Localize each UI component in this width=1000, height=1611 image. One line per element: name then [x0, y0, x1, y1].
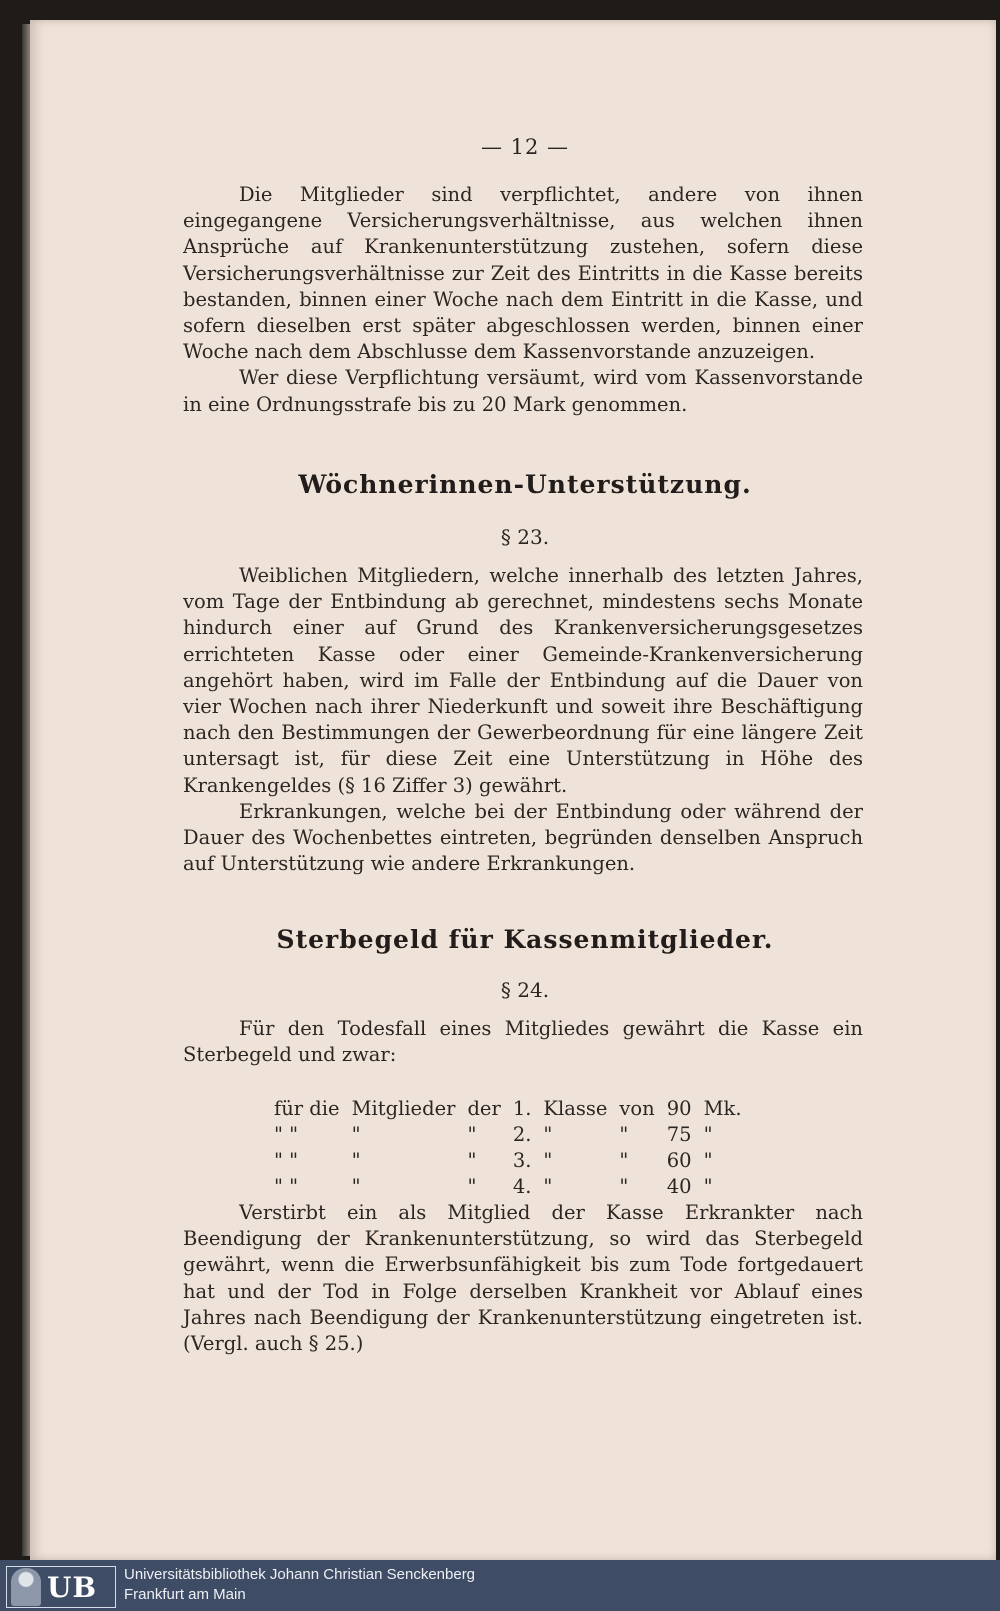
table-cell: "	[543, 1174, 553, 1198]
section-23-text	[183, 563, 863, 877]
table-cell: "	[543, 1148, 553, 1172]
section-24-text	[183, 1200, 863, 1357]
table-cell-amount: 90	[666, 1096, 692, 1120]
table-cell: "	[543, 1122, 553, 1146]
section-24-paragraph-mark: § 24.	[500, 978, 550, 1002]
table-cell: "	[619, 1122, 629, 1146]
table-cell: Klasse	[543, 1096, 608, 1120]
section-22-text	[183, 182, 863, 418]
table-cell: Mk.	[703, 1096, 742, 1120]
table-cell: " "	[274, 1148, 299, 1172]
death-benefit-table	[268, 1095, 748, 1199]
table-cell: " "	[274, 1174, 299, 1198]
section-23-heading: Wöchnerinnen-Unterstützung.	[298, 470, 752, 499]
table-cell: "	[703, 1122, 713, 1146]
table-row	[268, 1173, 748, 1199]
section-24-intro	[183, 1016, 863, 1068]
section-24-intro-text: Für den Todesfall eines Mitgliedes gewährt die Kasse ein Sterbegeld und zwar:	[183, 1017, 863, 1067]
table-cell: "	[351, 1122, 361, 1146]
table-row	[268, 1095, 748, 1121]
table-cell: "	[467, 1174, 477, 1198]
table-cell: der	[467, 1096, 501, 1120]
table-cell: "	[703, 1148, 713, 1172]
section-24-paragraph-2: Verstirbt ein als Mitglied der Kasse Erkrankter nach Beendigung der Krankenunterstützung, so wird das Sterbegeld gewährt, wenn die Erwerbsunfähigkeit bis zum Tode fortgedauert hat und der Tod in Folge derselben Krankheit vor Ablauf eines Jahres nach Beendigung der Krankenunterstützung eingetreten ist. (Vergl. auch § 25.)	[183, 1201, 863, 1356]
table-cell: 1.	[512, 1096, 532, 1120]
table-cell: Mitglieder	[351, 1096, 456, 1120]
library-name: Universitätsbibliothek Johann Christian Senckenberg	[124, 1566, 476, 1583]
logo-text: UB	[47, 1570, 98, 1604]
table-cell: "	[467, 1148, 477, 1172]
section-22-paragraph-2: Wer diese Verpflichtung versäumt, wird vom Kassenvorstande in eine Ordnungsstrafe bis zu 20 Mark genommen.	[183, 366, 863, 416]
ub-logo[interactable]	[6, 1566, 116, 1608]
table-cell: "	[467, 1122, 477, 1146]
table-cell: "	[351, 1174, 361, 1198]
table-cell-amount: 75	[666, 1122, 692, 1146]
table-cell-amount: 60	[666, 1148, 692, 1172]
section-23-paragraph-mark: § 23.	[500, 525, 550, 549]
table-cell-amount: 40	[666, 1174, 692, 1198]
table-row	[268, 1147, 748, 1173]
table-cell: von	[619, 1096, 655, 1120]
library-location: Frankfurt am Main	[124, 1586, 246, 1603]
section-23-paragraph-1: Weiblichen Mitgliedern, welche innerhalb des letzten Jahres, vom Tage der Entbindung ab gerechnet, mindestens sechs Monate hindurch einer auf Grund des Krankenversicherungsgesetzes errichteten Kasse oder einer Gemeinde-Krankenversicherung angehört haben, wird im Falle der Entbindung auf die Dauer von vier Wochen nach ihrer Niederkunft und soweit ihre Beschäftigung nach den Bestimmungen der Gewerbeordnung für eine längere Zeit untersagt ist, für diese Zeit eine Unterstützung in Höhe des Krankengeldes (§ 16 Ziffer 3) gewährt.	[183, 564, 863, 797]
portrait-icon	[11, 1568, 41, 1606]
table-row	[268, 1121, 748, 1147]
library-footer	[0, 1560, 1000, 1611]
table-cell: "	[619, 1148, 629, 1172]
page-number: — 12 —	[480, 135, 570, 159]
table-cell: für die	[274, 1096, 340, 1120]
section-22-paragraph-1: Die Mitglieder sind verpflichtet, andere von ihnen eingegangene Versicherungsverhältnisse, aus welchen ihnen Ansprüche auf Krankenunterstützung zustehen, sofern diese Versicherungsverhältnisse zur Zeit des Eintritts in die Kasse bereits bestanden, binnen einer Woche nach dem Eintritt in die Kasse, und sofern dieselben erst später abgeschlossen werden, binnen einer Woche nach dem Abschlusse dem Kassenvorstande anzuzeigen.	[183, 183, 863, 364]
table-cell: " "	[274, 1122, 299, 1146]
table-cell: 3.	[512, 1148, 532, 1172]
table-cell: "	[619, 1174, 629, 1198]
table-cell: 4.	[512, 1174, 532, 1198]
table-cell: "	[351, 1148, 361, 1172]
section-24-heading: Sterbegeld für Kassenmitglieder.	[276, 925, 774, 954]
section-23-paragraph-2: Erkrankungen, welche bei der Entbindung oder während der Dauer des Wochenbettes eintreten, begründen denselben Anspruch auf Unterstützung wie andere Erkrankungen.	[183, 799, 863, 876]
table-cell: "	[703, 1174, 713, 1198]
table-cell: 2.	[512, 1122, 532, 1146]
